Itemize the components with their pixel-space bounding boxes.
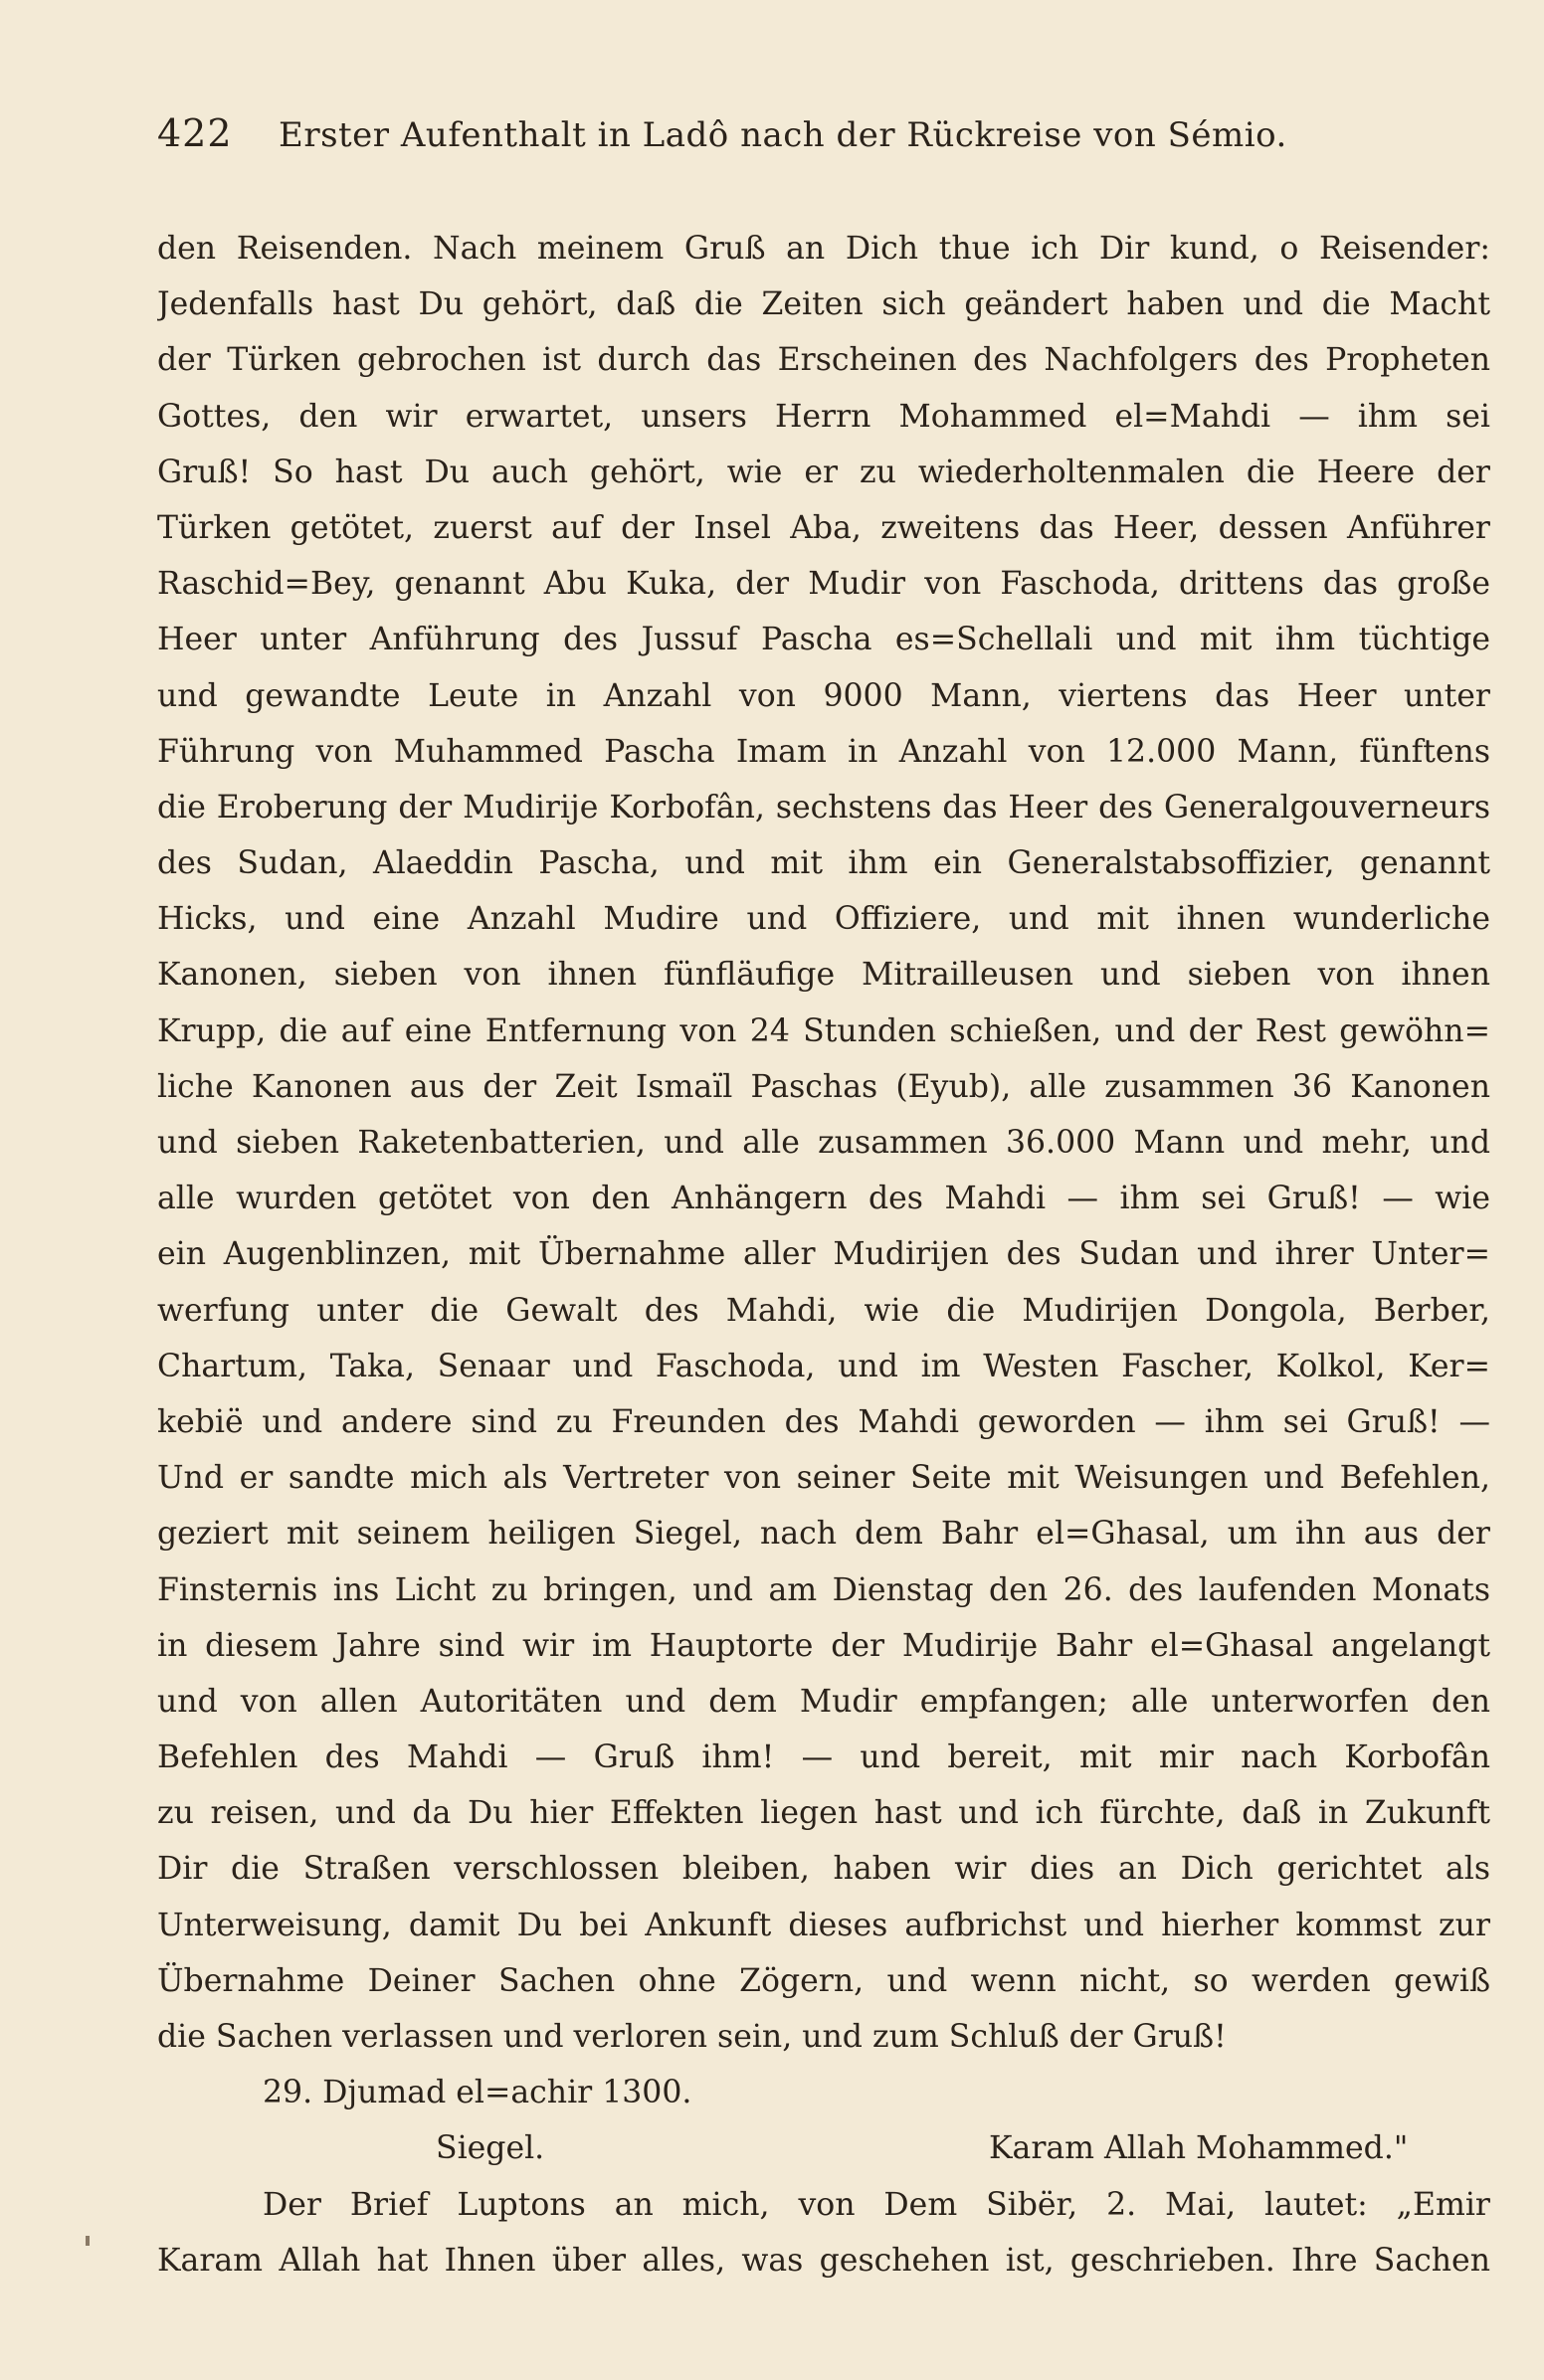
text-line: liche Kanonen aus der Zeit Ismaïl Paschas (Eyub), alle zusammen 36 Kanonen [157,1068,1490,1105]
body-text [157,221,1490,2288]
text-line: ein Augenblinzen, mit Übernahme aller Mudirijen des Sudan und ihrer Unter= [157,1236,1490,1273]
text-line: zu reisen, und da Du hier Effekten liegen hast und ich fürchte, daß in Zukunft [157,1795,1490,1832]
text-line: Und er sandte mich als Vertreter von seiner Seite mit Weisungen und Befehlen, [157,1460,1490,1497]
seal-label: Siegel. [436,2130,545,2167]
text-line: Führung von Muhammed Pascha Imam in Anzahl von 12.000 Mann, fünftens [157,733,1490,770]
text-line: Heer unter Anführung des Jussuf Pascha es=Schellali und mit ihm tüchtige [157,622,1490,658]
text-line: geziert mit seinem heiligen Siegel, nach dem Bahr el=Ghasal, um ihn aus der [157,1516,1490,1553]
text-line: kebië und andere sind zu Freunden des Mahdi geworden — ihm sei Gruß! — [157,1403,1490,1440]
text-line: die Eroberung der Mudirije Korbofân, sechstens das Heer des Generalgouverneurs [157,789,1490,825]
signature-line [157,2120,1490,2176]
text-line: Unterweisung, damit Du bei Ankunft dieses aufbrichst und hierher kommst zur [157,1907,1490,1943]
text-line: Gottes, den wir erwartet, unsers Herrn Mohammed el=Mahdi — ihm sei [157,398,1490,435]
letter-date: 29. Djumad el=achir 1300. [263,2075,692,2111]
text-line: Raschid=Bey, genannt Abu Kuka, der Mudir von Faschoda, drittens das große [157,566,1490,603]
text-line: Befehlen des Mahdi — Gruß ihm! — und bereit, mit mir nach Korbofân [157,1739,1490,1776]
text-line: die Sachen verlassen und verloren sein, und zum Schluß der Gruß! [157,2019,1227,2055]
text-line: alle wurden getötet von den Anhängern des Mahdi — ihm sei Gruß! — wie [157,1181,1490,1217]
text-line: Kanonen, sieben von ihnen fünfläufige Mitrailleusen und sieben von ihnen [157,957,1490,994]
page-number: 422 [157,111,233,155]
text-line: Hicks, und eine Anzahl Mudire und Offiziere, und mit ihnen wunderliche [157,901,1490,938]
text-line: Übernahme Deiner Sachen ohne Zögern, und wenn nicht, so werden gewiß [157,1962,1490,1999]
text-line: Türken getötet, zuerst auf der Insel Aba, zweitens das Heer, dessen Anführer [157,509,1490,546]
text-line: der Türken gebrochen ist durch das Erscheinen des Nachfolgers des Propheten [157,342,1490,379]
text-line: und von allen Autoritäten und dem Mudir empfangen; alle unterworfen den [157,1683,1490,1720]
text-line: werfung unter die Gewalt des Mahdi, wie die Mudirijen Dongola, Berber, [157,1292,1490,1329]
margin-mark [86,2236,90,2246]
text-line: Gruß! So hast Du auch gehört, wie er zu wiederholtenmalen die Heere der [157,454,1490,490]
text-line: Finsternis ins Licht zu bringen, und am Dienstag den 26. des laufenden Monats [157,1571,1490,1608]
running-title: Erster Aufenthalt in Ladô nach der Rückreise von Sémio. [279,115,1287,155]
text-line: in diesem Jahre sind wir im Hauptorte der Mudirije Bahr el=Ghasal angelangt [157,1627,1490,1664]
text-line: des Sudan, Alaeddin Pascha, und mit ihm ein Generalstabsoffizier, genannt [157,845,1490,882]
text-line: den Reisenden. Nach meinem Gruß an Dich thue ich Dir kund, o Reisender: [157,231,1490,267]
text-line: Dir die Straßen verschlossen bleiben, haben wir dies an Dich gerichtet als [157,1851,1490,1888]
text-line: Chartum, Taka, Senaar und Faschoda, und im Westen Fascher, Kolkol, Ker= [157,1348,1490,1384]
text-line: und sieben Raketenbatterien, und alle zusammen 36.000 Mann und mehr, und [157,1125,1490,1161]
text-line: Der Brief Luptons an mich, von Dem Sibër, 2. Mai, lautet: „Emir [263,2186,1490,2223]
text-line: Jedenfalls hast Du gehört, daß die Zeiten sich geändert haben und die Macht [157,286,1490,323]
text-line: und gewandte Leute in Anzahl von 9000 Mann, viertens das Heer unter [157,677,1490,714]
running-head [157,111,1490,171]
text-line: Karam Allah hat Ihnen über alles, was geschehen ist, geschrieben. Ihre Sachen [157,2242,1490,2279]
signature: Karam Allah Mohammed." [989,2130,1409,2167]
text-line: Krupp, die auf eine Entfernung von 24 Stunden schießen, und der Rest gewöhn= [157,1012,1490,1049]
